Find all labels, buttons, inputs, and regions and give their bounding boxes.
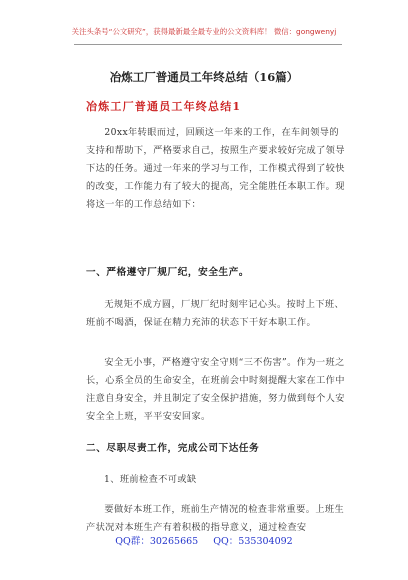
subheading-1: 1、班前检查不可或缺 bbox=[104, 474, 197, 485]
footer-qq-group: QQ群：30265665 bbox=[115, 536, 199, 547]
header-promo-note: 关注头条号“公文研究”，获得最新最全最专业的公文资料库！ 微信：gongwenyj bbox=[71, 27, 337, 36]
header-divider bbox=[74, 44, 342, 45]
paragraph-inspection: 要做好本班工作，班前生产情况的检查非常重要。上班生产状况对本班生产有着积极的指导意义，通过检查安 bbox=[86, 504, 345, 533]
heading-2: 二、尽职尽责工作，完成公司下达任务 bbox=[86, 443, 260, 454]
footer-contact bbox=[0, 533, 408, 547]
document-title: 冶炼工厂普通员工年终总结（16篇） bbox=[109, 70, 299, 84]
paragraph-safety: 安全无小事，严格遵守安全守则“三不伤害”。作为一班之长，心系全员的生命安全，在班前会中时刻提醒大家在工作中注意自身安全，并且制定了安全保护措施，努力做到每个人安安全全上班，平平安安回家。 bbox=[86, 357, 345, 422]
paragraph-intro: 20xx年转眼而过，回顾这一年来的工作，在车间领导的支持和帮助下，严格要求自己，按照生产要求较好完成了领导下达的任务。通过一年来的学习与工作，工作模式得到了较快的改变，工作能力有了较大的提高，完全能胜任本职工作。现将这一年的工作总结如下： bbox=[86, 127, 345, 210]
section-title: 冶炼工厂普通员工年终总结1 bbox=[86, 100, 242, 113]
heading-1: 一、严格遵守厂规厂纪，安全生产。 bbox=[86, 267, 250, 278]
paragraph-rules: 无规矩不成方圆，厂规厂纪时刻牢记心头。按时上下班、班前不喝酒，保证在精力充沛的状态下干好本职工作。 bbox=[86, 299, 345, 328]
footer-qq: QQ：535304092 bbox=[213, 536, 293, 547]
